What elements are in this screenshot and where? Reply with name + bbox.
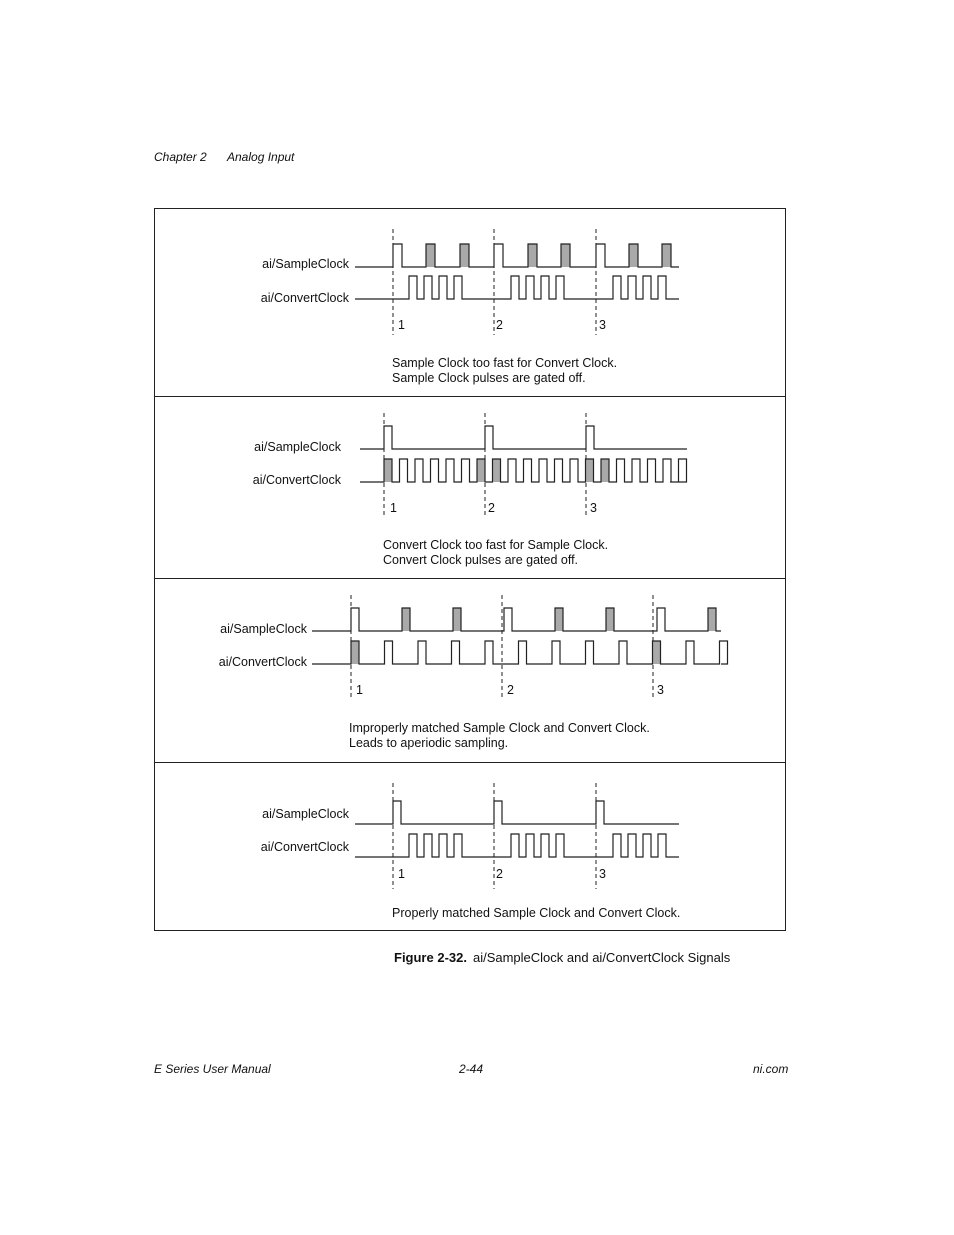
panel-caption <box>392 356 617 386</box>
marker-3: 3 <box>657 683 664 697</box>
gated-pulse <box>606 608 614 631</box>
marker-3: 3 <box>599 867 606 881</box>
marker-1: 1 <box>390 501 397 515</box>
panel-convert-too-fast <box>155 396 785 578</box>
caption-line: Sample Clock pulses are gated off. <box>392 371 586 385</box>
gated-pulse <box>493 459 501 482</box>
gated-pulse <box>708 608 716 631</box>
figure-caption <box>394 950 730 965</box>
panel-sample-too-fast <box>155 209 785 395</box>
convert-clock-label: ai/ConvertClock <box>218 655 307 669</box>
marker-2: 2 <box>496 867 503 881</box>
caption-line: Properly matched Sample Clock and Convert Clock. <box>392 906 681 920</box>
marker-2: 2 <box>507 683 514 697</box>
marker-3: 3 <box>590 501 597 515</box>
gated-pulse <box>477 459 485 482</box>
gated-pulse <box>460 244 469 267</box>
convert-clock-waveform <box>312 641 728 664</box>
timing-diagram-frame <box>154 208 786 931</box>
figure-number: Figure 2-32. <box>394 950 467 965</box>
sample-clock-label: ai/SampleClock <box>254 440 341 454</box>
marker-2: 2 <box>496 318 503 332</box>
gated-pulse <box>351 641 359 664</box>
convert-clock-waveform <box>360 459 687 482</box>
footer-page-number: 2-44 <box>459 1062 484 1076</box>
sample-clock-label: ai/SampleClock <box>262 807 349 821</box>
panel-caption <box>349 721 650 751</box>
footer-manual-title: E Series User Manual <box>154 1062 271 1076</box>
panel-caption <box>392 906 680 921</box>
gated-pulse <box>629 244 638 267</box>
convert-clock-label: ai/ConvertClock <box>260 840 349 854</box>
panel-properly-matched <box>155 762 785 931</box>
convert-clock-waveform <box>355 276 679 299</box>
convert-clock-label: ai/ConvertClock <box>260 291 349 305</box>
footer-website: ni.com <box>753 1062 789 1076</box>
marker-3: 3 <box>599 318 606 332</box>
convert-clock-waveform <box>355 834 679 857</box>
caption-line: Convert Clock too fast for Sample Clock. <box>383 538 609 552</box>
sample-clock-label: ai/SampleClock <box>262 257 349 271</box>
convert-clock-label: ai/ConvertClock <box>252 473 341 487</box>
sample-clock-waveform <box>360 426 687 449</box>
figure-title: ai/SampleClock and ai/ConvertClock Signals <box>472 950 731 965</box>
gated-pulse <box>653 641 661 664</box>
panel-caption <box>383 538 608 568</box>
gated-pulse <box>528 244 537 267</box>
marker-1: 1 <box>398 318 405 332</box>
gated-pulse <box>384 459 392 482</box>
caption-line: Convert Clock pulses are gated off. <box>383 553 579 567</box>
running-header-chapter: Chapter 2 <box>154 150 207 164</box>
caption-line: Sample Clock too fast for Convert Clock. <box>392 356 618 370</box>
marker-1: 1 <box>356 683 363 697</box>
gated-pulse <box>426 244 435 267</box>
gated-pulse <box>555 608 563 631</box>
sample-clock-waveform <box>355 801 679 824</box>
caption-line: Improperly matched Sample Clock and Convert Clock. <box>349 721 650 735</box>
marker-2: 2 <box>488 501 495 515</box>
gated-pulse <box>601 459 609 482</box>
panel-improperly-matched <box>155 578 785 762</box>
sample-clock-waveform <box>312 608 721 631</box>
caption-line: Leads to aperiodic sampling. <box>349 736 509 750</box>
running-header-section: Analog Input <box>227 150 295 164</box>
gated-pulse <box>586 459 594 482</box>
gated-pulse <box>453 608 461 631</box>
marker-1: 1 <box>398 867 405 881</box>
gated-pulse <box>402 608 410 631</box>
gated-pulse <box>561 244 570 267</box>
gated-pulse <box>662 244 671 267</box>
sample-clock-label: ai/SampleClock <box>220 622 307 636</box>
